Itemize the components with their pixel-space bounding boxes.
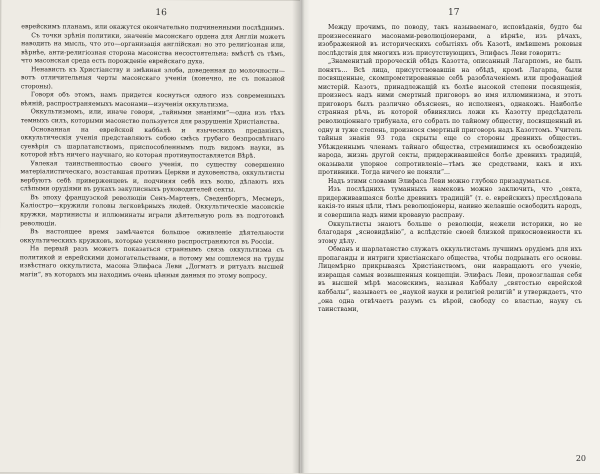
paragraph: Увлекая таинственностью своего ученія, по существу совершенно матеріалистическаго, возставшая противъ Церкви и духовенства, оккультисты вербуютъ себѣ приверженцевъ и, подчиняя себѣ ихъ волю, дѣлаютъ ихъ слѣпыми орудіями въ рукахъ закулисныхъ руководителей секты. <box>20 160 285 194</box>
left-page-number: 16 <box>155 8 167 19</box>
paragraph: Въ эпоху французской революціи Сенъ-Мартенъ, Сведенборгъ, Месмеръ, Каліостро—кружили головы легковѣрныхъ людей. Оккультическіе масонскіе кружки, мартинисты и иллюминаты играли дѣятельную роль въ подготовкѣ революціи. <box>20 194 285 228</box>
paragraph: Оккультисты знаютъ больше о революціи, нежели историки, но не благодаря „ясновидѣнію“, а вслѣдствіе своей близкой прикосновенности къ этому дѣлу. <box>318 220 582 245</box>
paragraph: Говоря объ этомъ, намъ придется коснуться одного изъ современныхъ вѣяній, распространяемыхъ масонами—изученія оккультизма. <box>20 91 285 109</box>
paragraph: Съ точки зрѣнія политики, значеніе масонскаго ордена для Англіи можетъ наводить на мысль, что это—организація англійская: но это религіозная или, вѣрнѣе, анти-религіозная сторона масонства несостоятельна: вмѣстѣ съ тѣмъ, что масонская среда есть порожденіе еврейскаго духа. <box>21 31 286 66</box>
right-page-number: 17 <box>448 8 460 18</box>
paragraph: Между прочимъ, по поводу, такъ называемаго, исповѣданія, будто бы произнесеннаго масонами-революціонерами, а вѣрнѣе, изъ рѣчахъ, изображенной въ историческихъ событіяхъ объ Казотѣ, имѣвшемъ роковыя послѣдствія для многихъ изъ присутствующихъ, Элифасъ Леви говоритъ: <box>318 24 582 57</box>
paragraph: Обманъ и шарлатанство служатъ оккультистамъ лучшимъ орудіемъ для ихъ пропаганды и интриги христіанскаго общества, чтобы подрывать его основы. Лицемѣрно прикрываясь Христіанствомъ, они навращаютъ его ученіе, извращая самыя возвышенныя концепціи. Элифасъ Леви, провозглашая себя въ высшей мѣрѣ масонскимъ, называя Каббалу „святостью еврейской каббалы“, называетъ ее „наукой науки и религіей религій“ и утверждаетъ, что „она одна отвѣчаетъ разумъ съ вѣрой, свободу со властью, науку съ таинствами, <box>318 246 582 314</box>
paragraph: Оккультизмомъ, или, иначе говоря, „тайными знаніями“—одна изъ тѣхъ темныхъ силъ, которыми масонство пользуется для разрушенія Христіанства. <box>20 108 285 126</box>
right-page <box>300 0 600 473</box>
paragraph: Основанная на еврейской каббалѣ и языческихъ преданіяхъ, оккультическія ученія представляютъ собою смѣсь грубаго безпросвѣтнаго суевѣрія съ шарлатанствомъ, приспособленнымъ подъ видомъ науки, въ которой нѣтъ ничего научнаго, но которая противупоставляется Вѣрѣ. <box>20 125 285 160</box>
left-page-text <box>20 23 286 281</box>
paragraph: На первый разъ можетъ показаться страннымъ связь оккультизма съ политикой и еврейскими домогательствами, а потому мы сошлемся на труды извѣстнаго оккультиста, масона Элифаса Леви „Догматъ и ритуалъ высшей магіи“, въ которыхъ мы находимъ очень цѣнныя данныя по этому вопросу. <box>19 245 284 280</box>
right-page-text <box>318 24 582 315</box>
paragraph: „Знаменитый пророческій обѣдъ Казотта, описанный Лагарпомъ, не былъ понятъ... Всѣ лица, присутствовавшія на обѣдѣ, кромѣ Лагарпа, были посвященные, скомпрометированные себѣ разоблаченіемъ или профанаціей мистерій. Казотъ, принадлежащій къ болѣе высокой степени посвященія, произнесъ надъ ними смертный приговоръ во имя иллюминизма, и этотъ приговоръ былъ различно объясненъ, но исполненъ, однакожъ. Наиболѣе странная рѣчь, въ которой обвинялись ложи къ Казотту предсѣдатель революціоннаго трибунала, его собрать по тайному обществу, посвященный въ одну и тужe степень, произнося смертный приговоръ надъ Казоттомъ. Учитель тайныя знанія 93 года скрыты еще со стороны древнихъ обществъ. Убѣжденнымъ членамъ тайнаго общества, стремившимся къ освобожденію народа, жизнь другой секты, придерживавшейся болѣе древнихъ традицій, оказывали упорное сопротивленіе—тѣмъ же средствами, какъ и ихъ противники. Тогда ничего не поняли“... <box>318 58 582 177</box>
paragraph: Ненависть къ Христіанству и змѣиная злоба, доведенная до молочности—вотъ отличительныя черты масонскаго ученія (конечно, не съ показной стороны). <box>20 66 286 91</box>
paragraph: Въ настоящее время замѣчается большое оживленіе дѣятельности оккультическихъ кружковъ, которые усиленно распространяются въ Россіи. <box>19 228 285 246</box>
signature-mark: 20 <box>575 454 586 463</box>
paragraph: еврейскимъ планамъ, или окажутся окончательно подчиненными послѣднимъ. <box>21 23 285 32</box>
paragraph: Изъ послѣднихъ туманныхъ намековъ можно заключить, что „секта, придерживавшаяся болѣе древнихъ традицій“ (т. е. еврейскихъ) преслѣдовала какія-то иныя цѣли, тѣмъ революціонеры, наивно желавшіе освободить народъ, и совершила надъ ними кровавую расправу. <box>318 186 582 220</box>
paragraph: Надъ этими словами Элифаса Леви можно глубоко призадуматься. <box>328 177 552 185</box>
